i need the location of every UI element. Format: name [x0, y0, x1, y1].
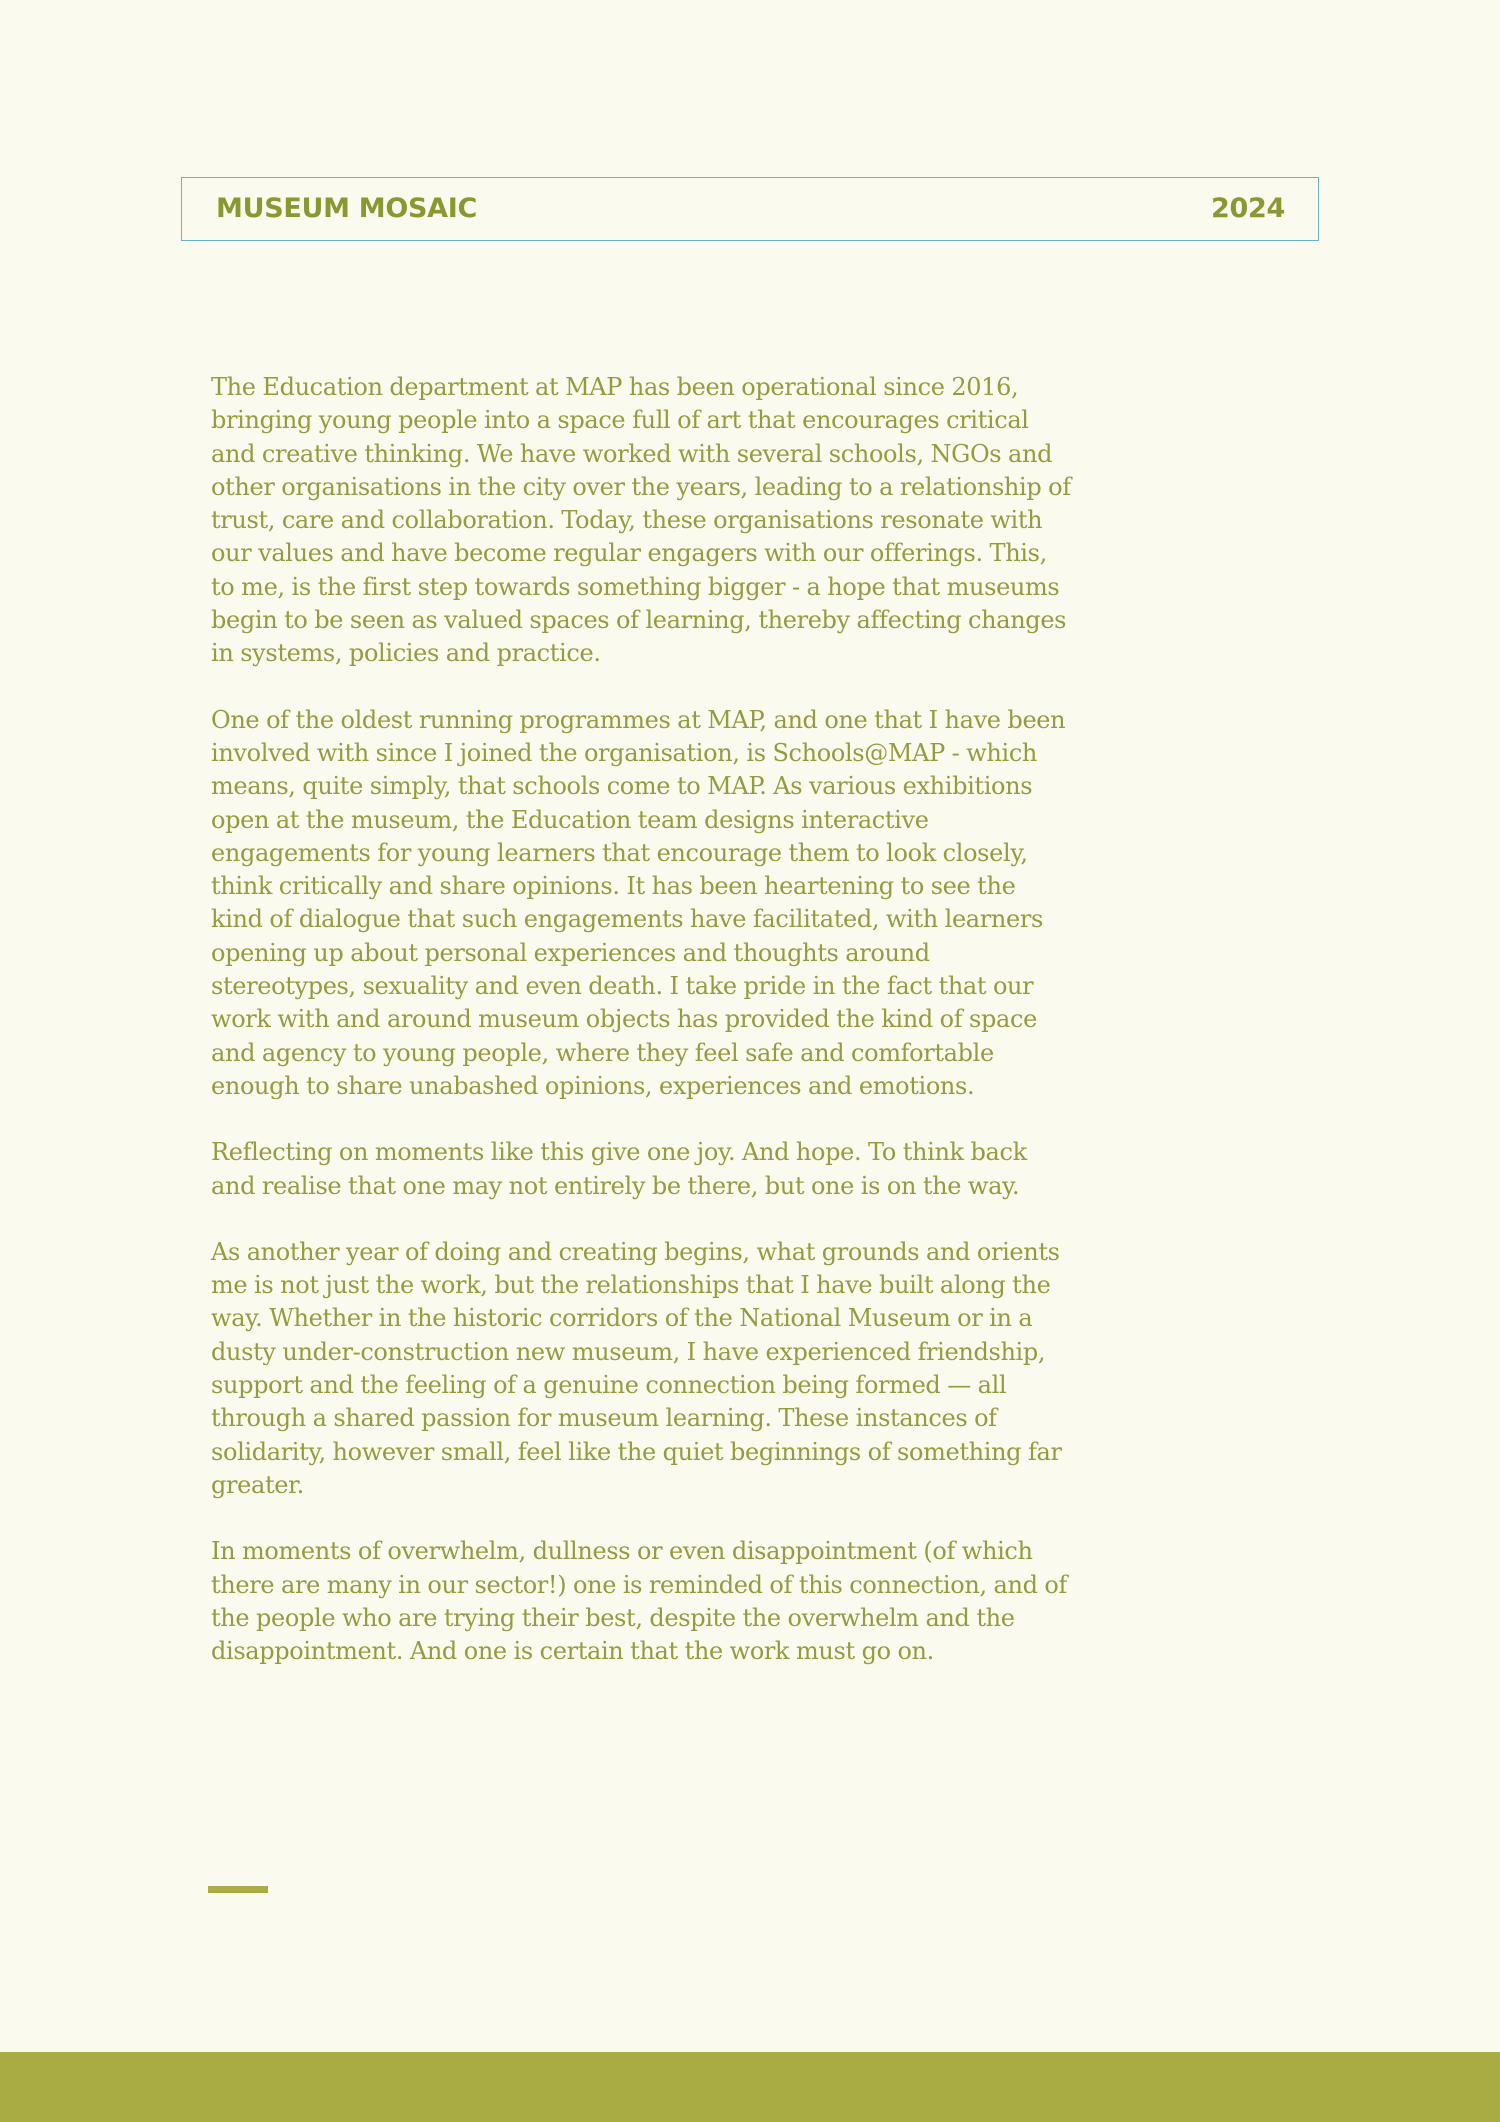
paragraph: As another year of doing and creating begins, what grounds and orients me is not just the work, but the relationships that I have built along the way. Whether in the historic corridors of the National Museum or in a dusty under-construction new museum, I have experienced friendship, support and the feeling of a genuine connection being formed — all through a shared passion for museum learning. These instances of solidarity, however small, feel like the quiet beginnings of something far greater. — [211, 1237, 1062, 1499]
article-body — [211, 371, 1071, 1701]
paragraph: The Education department at MAP has been operational since 2016, bringing young people into a space full of art that encourages critical and creative thinking. We have worked with several schools, NGOs and other organisations in the city over the years, leading to a relationship of trust, care and collaboration. Today, these organisations resonate with our values and have become regular engagers with our offerings. This, to me, is the first step towards something bigger - a hope that museums begin to be seen as valued spaces of learning, thereby affecting changes in systems, policies and practice. — [211, 373, 1071, 668]
publication-title: MUSEUM MOSAIC — [216, 193, 477, 224]
publication-year: 2024 — [1211, 193, 1285, 224]
end-of-article-rule — [208, 1886, 268, 1893]
page-header — [181, 177, 1319, 241]
paragraph: In moments of overwhelm, dullness or even disappointment (of which there are many in our sector!) one is reminded of this connection, and of the people who are trying their best, despite the overwhelm and the disappointment. And one is certain that the work must go on. — [211, 1537, 1068, 1666]
paragraph: One of the oldest running programmes at MAP, and one that I have been involved with since I joined the organisation, is Schools@MAP - which means, quite simply, that schools come to MAP. As various exhibitions open at the museum, the Education team designs interactive engagements for young learners that encourage them to look closely, think critically and share opinions. It has been heartening to see the kind of dialogue that such engagements have facilitated, with learners opening up about personal experiences and thoughts around stereotypes, sexuality and even death. I take pride in the fact that our work with and around museum objects has provided the kind of space and agency to young people, where they feel safe and comfortable enough to share unabashed opinions, experiences and emotions. — [211, 705, 1066, 1100]
paragraph: Reflecting on moments like this give one joy. And hope. To think back and realise that one may not entirely be there, but one is on the way. — [211, 1138, 1027, 1200]
footer-band — [0, 2052, 1500, 2122]
